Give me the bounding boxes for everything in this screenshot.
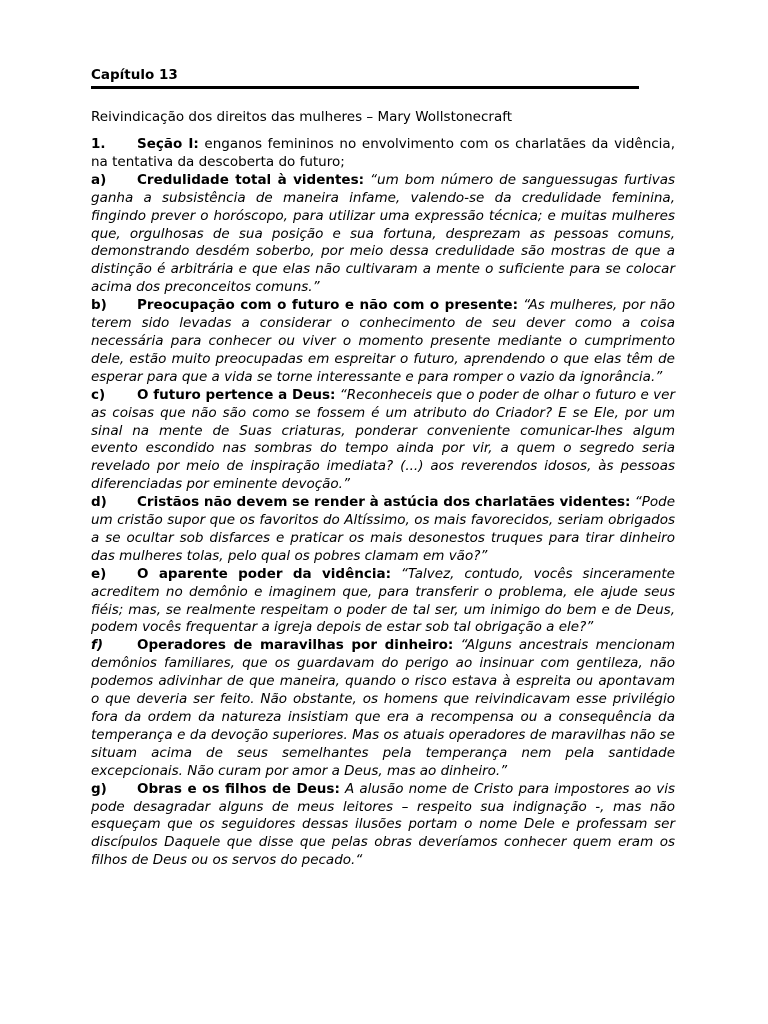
heading-rule <box>91 86 639 89</box>
item-a <box>91 172 675 297</box>
item-heading: Obras e os filhos de Deus: <box>137 780 340 797</box>
item-f <box>91 637 675 780</box>
item-d <box>91 494 675 566</box>
section-paragraph <box>91 136 675 172</box>
item-heading: Operadores de maravilhas por dinheiro: <box>137 637 454 654</box>
item-heading: Credulidade total à videntes: <box>137 171 365 188</box>
document-body <box>91 136 675 870</box>
item-quote: “Pode um cristão supor que os favoritos do Altíssimo, os mais favorecidos, seriam obrigados a se ocultar sob disfarces e praticar os mais desonestos truques para tirar dinheiro das mulheres tolas, pelo qual os pobres clamam em vão?” <box>91 494 675 564</box>
chapter-heading: Capítulo 13 <box>91 67 178 83</box>
item-c <box>91 387 675 494</box>
item-letter: c) <box>91 386 106 403</box>
item-letter: f) <box>91 637 104 654</box>
section-number: 1. <box>91 136 106 152</box>
item-g <box>91 781 675 871</box>
section-text: enganos femininos no envolvimento com os charlatães da vidência, na tentativa da descoberta do futuro; <box>91 136 675 170</box>
item-letter: a) <box>91 171 107 188</box>
item-quote: “Alguns ancestrais mencionam demônios familiares, que os guardavam do perigo ao insinuar com gentileza, não podemos adivinhar de que maneira, quando o risco estava à espreita ou apontavam o que deveria ser feito. Não obstante, os homens que reivindicavam esse privilégio fora da ordem da natureza insistiam que era a recompensa ou a consequência da temperança e da devoção superiores. Mas os atuais operadores de maravilhas não se situam acima de seus semelhantes pela temperança nem pela santidade excepcionais. Não curam por amor a Deus, mas ao dinheiro.” <box>91 637 676 779</box>
item-quote: “Talvez, contudo, vocês sinceramente acreditem no demônio e imaginem que, para transferir o problema, ele ajude seus fiéis; mas, se realmente respeitam o poder de tal ser, um inimigo do bem e de Deus, podem vocês frequentar a igreja depois de estar sob tal obrigação a ele?” <box>91 565 675 636</box>
item-letter: e) <box>91 565 107 582</box>
item-heading: O aparente poder da vidência: <box>137 565 391 582</box>
document-subtitle: Reivindicação dos direitos das mulheres – Mary Wollstonecraft <box>91 109 513 125</box>
item-letter: b) <box>91 297 107 314</box>
item-quote: “Reconheceis que o poder de olhar o futuro e ver as coisas que não são como se fossem é um atributo do Criador? E se Ele, por um sinal na mente de Suas criaturas, ponderar conveniente comunicar-lhes algum evento escondido nas sombras do tempo ainda por vir, a quem o segredo seria revelado por meio de inspiração imediata? (...) aos reverendos idosos, às pessoas diferenciadas por eminente devoção.” <box>91 386 675 493</box>
item-heading: Cristãos não devem se render à astúcia dos charlatães videntes: <box>137 494 631 511</box>
item-heading: O futuro pertence a Deus: <box>137 386 336 403</box>
item-quote: A alusão nome de Cristo para impostores ao vis pode desagradar alguns de meus leitores – respeito sua indignação -, mas não esqueçam que os seguidores dessas ilusões portam o nome Dele e professam ser discípulos Daquele que disse que pelas obras deveríamos conhecer quem eram os filhos de Deus ou os servos do pecado.“ <box>91 780 675 869</box>
item-b <box>91 297 675 387</box>
item-letter: g) <box>91 780 107 797</box>
item-letter: d) <box>91 494 107 511</box>
section-heading: Seção I: <box>137 136 199 152</box>
item-quote: “As mulheres, por não terem sido levadas a considerar o conhecimento de seu dever como a coisa necessária para conhecer ou viver o momento presente mediante o cumprimento dele, estão muito preocupadas em espreitar o futuro, aprendendo o que elas têm de esperar para que a vida se torne interessante e para romper o vazio da ignorância.” <box>91 297 676 385</box>
item-e <box>91 566 675 638</box>
item-heading: Preocupação com o futuro e não com o presente: <box>137 297 518 314</box>
item-quote: “um bom número de sanguessugas furtivas ganha a subsistência de maneira infame, valendo-se da credulidade feminina, fingindo prever o horóscopo, para utilizar uma expressão técnica; e muitas mulheres que, orgulhosas de sua posição e sua fortuna, desprezam as pessoas comuns, demonstrando desdém soberbo, por meio dessa credulidade são mostras de que a distinção é arbitrária e que elas não cultivaram a mente o suficiente para se colocar acima dos preconceitos comuns.” <box>91 171 676 296</box>
